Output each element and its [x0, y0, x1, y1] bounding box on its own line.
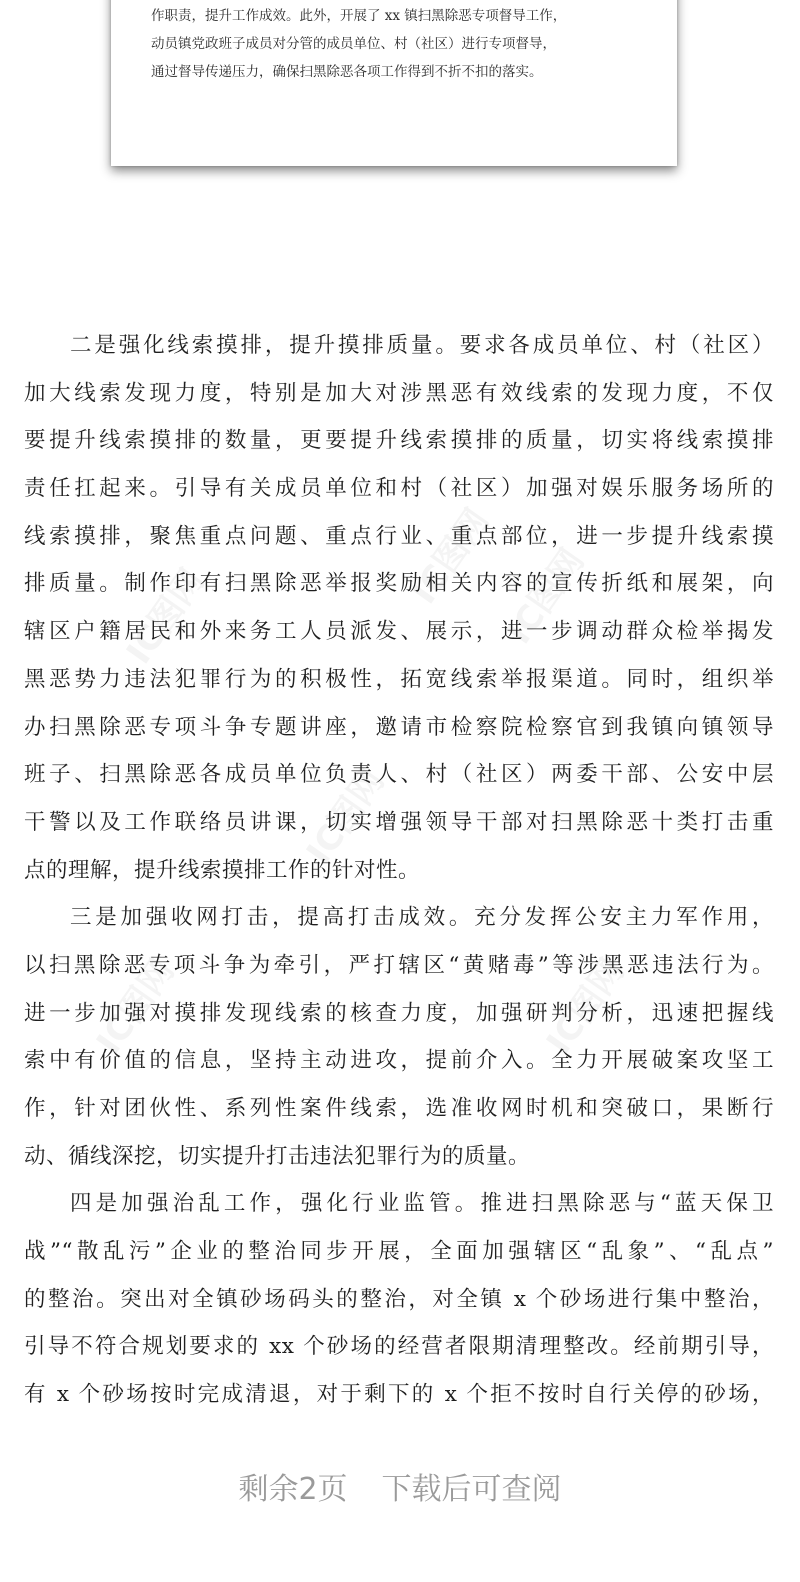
- text-line: 办扫黑除恶专项斗争专题讲座，邀请市检察院检察官到我镇向镇领导: [24, 714, 774, 740]
- text-line: 干警以及工作联络员讲课，切实增强领导干部对扫黑除恶十类打击重: [24, 809, 774, 835]
- watermark: IC图网: [299, 761, 393, 872]
- text-line: 进一步加强对摸排发现线索的核查力度，加强研判分析，迅速把握线: [24, 1000, 774, 1026]
- preview-text: [151, 2, 643, 86]
- preview-line: 作职责，提升工作成效。此外，开展了 xx 镇扫黑除恶专项督导工作，: [151, 8, 567, 24]
- watermark: IC图网: [499, 541, 593, 652]
- text-line: 班子、扫黑除恶各成员单位负责人、村（社区）两委干部、公安中层: [24, 762, 774, 788]
- text-line: 索中有价值的信息，坚持主动进攻，提前介入。全力开展破案攻坚工: [24, 1048, 774, 1074]
- text-line: 引导不符合规划要求的 xx 个砂场的经营者限期清理整改。经前期引导，: [24, 1334, 774, 1360]
- previous-page-preview: [111, 0, 677, 166]
- text-line: 四是加强治乱工作，强化行业监管。推进扫黑除恶与“蓝天保卫: [70, 1191, 774, 1217]
- text-line: 线索摸排，聚焦重点问题、重点行业、重点部位，进一步提升线索摸: [24, 523, 774, 549]
- text-line: 战”“散乱污”企业的整治同步开展，全面加强辖区“乱象”、“乱点”: [24, 1239, 774, 1265]
- text-line: 三是加强收网打击，提高打击成效。充分发挥公安主力军作用，: [70, 905, 774, 931]
- text-line: 辖区户籍居民和外来务工人员派发、展示，进一步调动群众检举揭发: [24, 619, 774, 645]
- paragraph-xiansuo: [24, 322, 774, 894]
- text-line: 黑恶势力违法犯罪行为的积极性，拓宽线索举报渠道。同时，组织举: [24, 666, 774, 692]
- text-line: 责任扛起来。引导有关成员单位和村（社区）加强对娱乐服务场所的: [24, 476, 774, 502]
- text-line: 二是强化线索摸排，提升摸排质量。要求各成员单位、村（社区）: [70, 333, 774, 358]
- download-banner[interactable]: [0, 1460, 800, 1520]
- text-line: 要提升线索摸排的数量，更要提升线索摸排的质量，切实将线索摸排: [24, 428, 774, 454]
- text-line: 有 x 个砂场按时完成清退，对于剩下的 x 个拒不按时自行关停的砂场，: [24, 1382, 774, 1408]
- watermark: IC图网: [404, 501, 498, 612]
- text-line: 作，针对团伙性、系列性案件线索，选准收网时机和突破口，果断行: [24, 1096, 774, 1121]
- text-line: 的整治。突出对全镇砂场码头的整治，对全镇 x 个砂场进行集中整治，: [24, 1286, 774, 1312]
- download-hint-text: 下载后可查阅: [381, 1472, 562, 1507]
- watermark: IC图网: [119, 561, 213, 672]
- text-line: 动、循线深挖，切实提升打击违法犯罪行为的质量。: [24, 1143, 531, 1169]
- text-line: 以扫黑除恶专项斗争为牵引，严打辖区“黄赌毒”等涉黑恶违法行为。: [24, 952, 774, 978]
- paragraph-shouwang: [24, 894, 774, 1180]
- text-line: 加大线索发现力度，特别是加大对涉黑恶有效线索的发现力度，不仅: [24, 380, 774, 406]
- watermark: IC图网: [89, 951, 183, 1062]
- text-line: 排质量。制作印有扫黑除恶举报奖励相关内容的宣传折纸和展架，向: [24, 571, 774, 597]
- remaining-pages-text: 剩余2页: [238, 1472, 348, 1507]
- watermark: IC图网: [539, 951, 633, 1062]
- preview-line: 动员镇党政班子成员对分管的成员单位、村（社区）进行专项督导，: [151, 36, 556, 52]
- document-body: [24, 322, 774, 1419]
- text-line: 点的理解，提升线索摸排工作的针对性。: [24, 857, 421, 883]
- preview-line: 通过督导传递压力，确保扫黑除恶各项工作得到不折不扣的落实。: [151, 64, 543, 80]
- paragraph-zhiluan: [24, 1180, 774, 1418]
